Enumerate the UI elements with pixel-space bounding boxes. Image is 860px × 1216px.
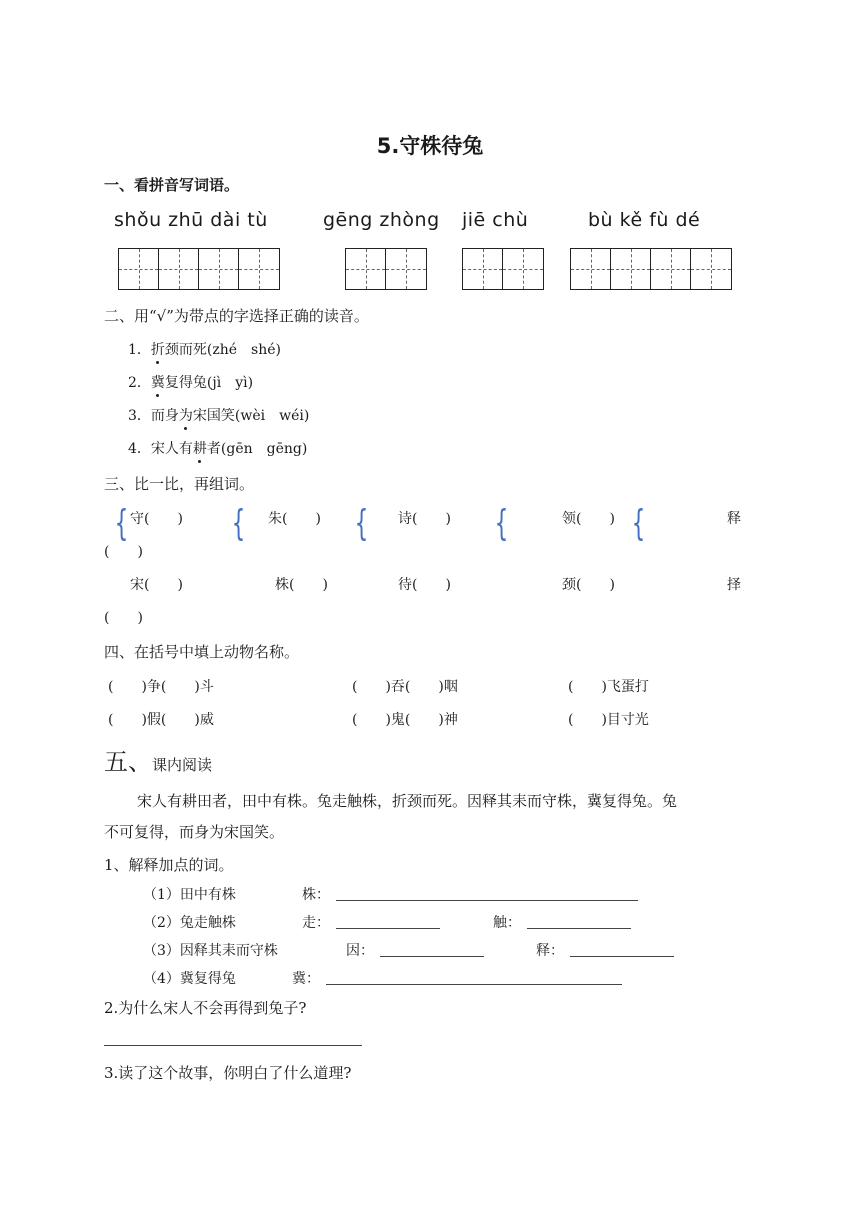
answer-line[interactable]	[336, 928, 440, 929]
grid-cell[interactable]	[346, 249, 386, 289]
q1-item-label: （4）冀复得兔	[143, 971, 236, 987]
idiom-fill[interactable]: ( )争( )斗	[108, 679, 214, 695]
s2-item-3: 3．而身为宋国笑(wèi wéi)	[128, 405, 309, 425]
answer-line[interactable]	[527, 928, 631, 929]
answer-line[interactable]	[336, 900, 638, 901]
brace-icon: {	[494, 503, 509, 544]
pinyin-2: gēng zhòng	[323, 209, 440, 231]
idiom-fill[interactable]: ( )飞蛋打	[568, 679, 649, 695]
grid-cell[interactable]	[691, 249, 731, 289]
dotted-char: 耕	[193, 438, 207, 458]
page-title: 5.守株待兔	[376, 134, 484, 158]
dotted-char: 折	[151, 339, 165, 359]
pinyin-4: bù kě fù dé	[588, 209, 701, 231]
writing-grid-4[interactable]	[570, 248, 732, 290]
grid-cell[interactable]	[463, 249, 503, 289]
question-1: 1、解释加点的词。	[104, 856, 234, 874]
pinyin-3: jiē chù	[462, 209, 529, 231]
grid-cell[interactable]	[571, 249, 611, 289]
compare-word: 择	[727, 577, 741, 593]
section-4-heading: 四、在括号中填上动物名称。	[104, 643, 300, 661]
grid-cell[interactable]	[386, 249, 426, 289]
compare-word: 领( )	[562, 511, 615, 527]
section-5-title: 课内阅读	[152, 756, 213, 774]
passage-line-1: 宋人有耕田者，田中有株。兔走触株，折颈而死。因释其耒而守株，冀复得兔。兔	[137, 792, 678, 810]
section-1-heading: 一、看拼音写词语。	[104, 176, 240, 194]
brace-icon: {	[354, 503, 369, 544]
idiom-fill[interactable]: ( )假( )威	[108, 712, 214, 728]
writing-grid-2[interactable]	[345, 248, 427, 290]
section-5-number: 五、	[104, 748, 152, 776]
q1-item-key: 走：	[302, 915, 330, 931]
section-2-heading: 二、用“√”为带点的字选择正确的读音。	[104, 307, 369, 325]
s2-item-2: 2．冀复得兔(jì yì)	[128, 372, 253, 392]
compare-word-wrap: ( )	[104, 610, 143, 626]
idiom-fill[interactable]: ( )目寸光	[568, 712, 649, 728]
brace-icon: {	[231, 503, 246, 544]
compare-word: 诗( )	[398, 511, 451, 527]
grid-cell[interactable]	[159, 249, 199, 289]
answer-line[interactable]	[104, 1045, 362, 1046]
idiom-fill[interactable]: ( )吞( )咽	[352, 679, 458, 695]
s2-item-1: 1．折颈而死(zhé shé)	[128, 339, 281, 359]
answer-line[interactable]	[380, 956, 484, 957]
q1-item-key: 触：	[493, 915, 521, 931]
question-2: 2.为什么宋人不会再得到兔子?	[104, 999, 307, 1017]
brace-icon: {	[631, 503, 646, 544]
compare-word: 颈( )	[562, 577, 615, 593]
compare-word: 守( )	[130, 511, 183, 527]
dotted-char: 冀	[151, 372, 165, 392]
writing-grid-1[interactable]	[118, 248, 280, 290]
q1-item-label: （1）田中有株	[143, 887, 236, 903]
writing-grid-3[interactable]	[462, 248, 544, 290]
compare-word: 释	[727, 511, 741, 527]
passage-line-2: 不可复得，而身为宋国笑。	[104, 823, 285, 841]
compare-word: 待( )	[398, 577, 451, 593]
q1-item-key: 释：	[536, 943, 564, 959]
grid-cell[interactable]	[119, 249, 159, 289]
section-3-heading: 三、比一比，再组词。	[104, 475, 255, 493]
grid-cell[interactable]	[651, 249, 691, 289]
question-3: 3.读了这个故事，你明白了什么道理?	[104, 1064, 352, 1082]
q1-item-label: （3）因释其耒而守株	[143, 943, 278, 959]
q1-item-label: （2）兔走触株	[143, 915, 236, 931]
grid-cell[interactable]	[239, 249, 279, 289]
compare-word-wrap: ( )	[104, 544, 143, 560]
section-5-heading	[104, 742, 212, 777]
answer-line[interactable]	[326, 984, 622, 985]
answer-line[interactable]	[570, 956, 674, 957]
compare-word: 朱( )	[268, 511, 321, 527]
grid-cell[interactable]	[503, 249, 543, 289]
dotted-char: 为	[179, 405, 193, 425]
idiom-fill[interactable]: ( )鬼( )神	[352, 712, 458, 728]
compare-word: 宋( )	[130, 577, 183, 593]
grid-cell[interactable]	[611, 249, 651, 289]
brace-icon: {	[114, 503, 129, 544]
q1-item-key: 株：	[302, 887, 330, 903]
q1-item-key: 冀：	[292, 971, 320, 987]
q1-item-key: 因：	[346, 943, 374, 959]
pinyin-1: shǒu zhū dài tù	[114, 209, 268, 231]
s2-item-4: 4．宋人有耕者(gēn gēng)	[128, 438, 307, 458]
compare-word: 株( )	[275, 577, 328, 593]
grid-cell[interactable]	[199, 249, 239, 289]
